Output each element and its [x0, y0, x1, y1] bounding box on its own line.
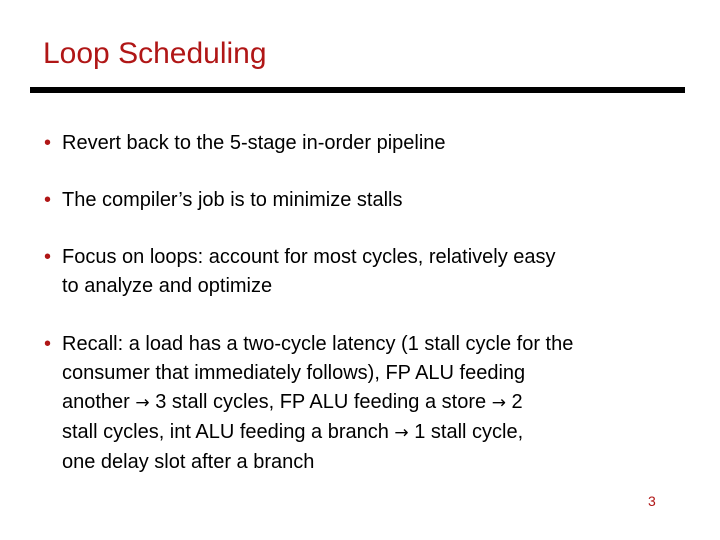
bullet-4-line-4-text-a: stall cycles, int ALU feeding a branch — [62, 421, 389, 443]
bullet-marker: • — [44, 189, 52, 211]
bullet-4-line-5: one delay slot after a branch — [62, 451, 315, 473]
bullet-4-line-4 — [62, 418, 684, 448]
right-arrow-icon: → — [135, 393, 150, 413]
bullet-4-line-3-text-a: another — [62, 391, 130, 413]
right-arrow-icon: → — [491, 393, 506, 413]
title-divider — [30, 87, 685, 93]
bullet-4-line-4-text-b: 1 stall cycle, — [414, 421, 524, 443]
bullet-4-line-3-text-b: 3 stall cycles, FP ALU feeding a store — [155, 391, 487, 413]
bullet-marker: • — [44, 132, 52, 154]
right-arrow-icon: → — [394, 423, 409, 443]
bullet-marker: • — [44, 246, 52, 268]
bullet-4-line-1: Recall: a load has a two-cycle latency (1 stall cycle for the — [62, 333, 574, 355]
bullet-4-line-2: consumer that immediately follows), FP ALU feeding — [62, 362, 526, 384]
bullet-item-1 — [44, 129, 684, 158]
bullet-item-3 — [44, 243, 684, 301]
bullet-item-4 — [44, 330, 684, 477]
bullet-item-2 — [44, 186, 684, 215]
slide-title: Loop Scheduling — [43, 37, 267, 70]
bullet-3-line-1: Focus on loops: account for most cycles, relatively easy — [62, 246, 556, 268]
bullet-marker: • — [44, 333, 52, 355]
bullet-2-text: The compiler’s job is to minimize stalls — [62, 189, 403, 211]
bullet-3-line-2: to analyze and optimize — [62, 275, 273, 297]
page-number: 3 — [648, 493, 656, 509]
bullet-1-text: Revert back to the 5-stage in-order pipeline — [62, 132, 446, 154]
bullet-4-line-3-text-c: 2 — [511, 391, 523, 413]
bullet-4-line-3 — [62, 388, 684, 418]
